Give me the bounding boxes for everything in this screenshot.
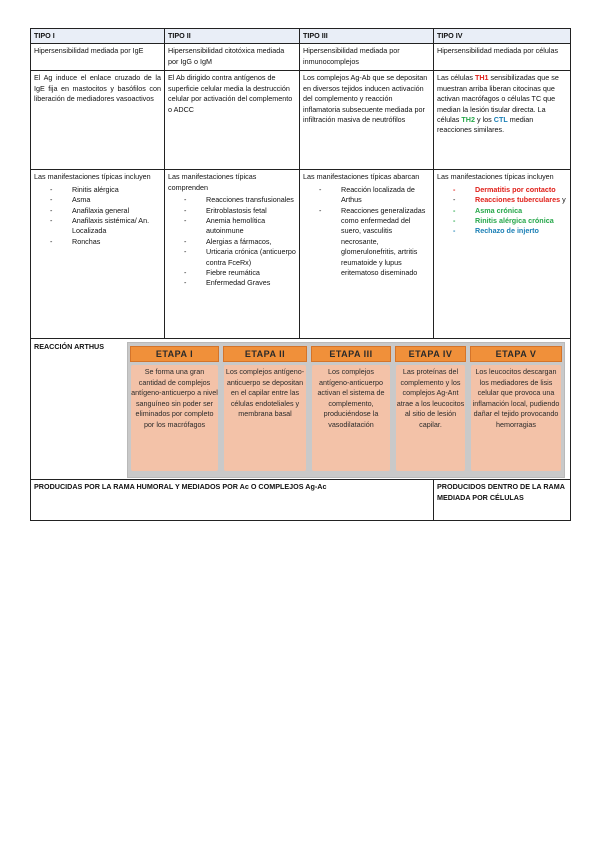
list-item: - Reacción localizada de Arthus <box>319 185 430 206</box>
list-item: - Anafilaxis sistémica/ An. Localizada <box>50 216 161 237</box>
manifestations-intro: Las manifestaciones típicas abarcan <box>303 172 420 182</box>
stage-title: ETAPA I <box>130 346 219 362</box>
manifestations-list <box>303 185 430 279</box>
stage-2 <box>221 343 309 477</box>
footer-humoral: PRODUCIDAS POR LA RAMA HUMORAL Y MEDIADOS POR Ac O COMPLEJOS Ag-Ac <box>31 480 434 521</box>
stage-text: Los complejos antígeno-anticuerpo activan el sistema de complemento, produciéndose la vasodilatación <box>312 365 390 471</box>
list-item: - Asma <box>50 195 161 205</box>
stage-text: Las proteínas del complemento y los complejos Ag-Ant atrae a los leucocitos al sitio de lesión capilar. <box>396 365 465 471</box>
mechanism-tipo-4 <box>434 71 571 170</box>
stage-5 <box>468 343 564 477</box>
manifestations-tipo-4 <box>434 170 571 339</box>
list-item: - Rechazo de injerto <box>453 226 567 236</box>
stage-text: Los leucocitos descargan los mediadores de lisis celular que provoca una inflamación local, pudiendo dañar el tejido provocando hemorragias <box>471 365 561 471</box>
list-item-conjunction: y <box>562 195 566 205</box>
ctl-label: CTL <box>493 115 508 125</box>
stage-text: Se forma una gran cantidad de complejos antígeno-anticuerpo a nivel sanguíneo sin poder ser eliminados por completo por los macrófagos <box>131 365 218 471</box>
hypersensitivity-table <box>30 28 571 521</box>
arthus-row <box>31 339 571 480</box>
mechanism-tipo-1: El Ag induce el enlace cruzado de la IgE fija en mastocitos y basófilos con liberación de mediadores vasoactivos <box>31 71 165 170</box>
list-item <box>453 195 567 205</box>
manifestations-intro: Las manifestaciones típicas incluyen <box>437 172 554 182</box>
list-item: - Rinitis alérgica <box>50 185 161 195</box>
list-item: - Dermatitis por contacto <box>453 185 567 195</box>
list-item: - Alergias a fármacos, <box>184 237 296 247</box>
document-page <box>30 28 570 521</box>
manifestations-list <box>168 195 296 289</box>
list-item: - Anafilaxia general <box>50 206 161 216</box>
definition-tipo-4: Hipersensibilidad mediada por células <box>434 44 571 71</box>
list-item: - Ronchas <box>50 237 161 247</box>
list-item: - Eritroblastosis fetal <box>184 206 296 216</box>
manifestations-row <box>31 170 571 339</box>
mechanism-tipo-2: El Ab dirigido contra antígenos de superficie celular media la destrucción celular por activación del complemento o ADCC <box>165 71 300 170</box>
manifestations-tipo-2 <box>165 170 300 339</box>
list-item: - Urticaria crónica (anticuerpo contra FceRx) <box>184 247 296 268</box>
header-row <box>31 29 571 44</box>
definition-tipo-3: Hipersensibilidad mediada por inmunocomplejos <box>300 44 434 71</box>
mechanism-text: sensibilizadas que se muestran arriba liberan citocinas que activan macrófagos o células TC que median la lesión tisular directa. La células <box>437 73 559 125</box>
list-item-text: Reacciones tuberculares <box>475 195 561 205</box>
list-item: - Enfermedad Graves <box>184 278 296 288</box>
stage-3 <box>309 343 393 477</box>
stage-4 <box>393 343 468 477</box>
stage-1 <box>128 343 221 477</box>
stage-title: ETAPA II <box>223 346 307 362</box>
manifestations-tipo-3 <box>300 170 434 339</box>
th1-label: TH1 <box>474 73 489 83</box>
stage-text: Los complejos antígeno-anticuerpo se depositan en el capilar entre las células endoteliales y membrana basal <box>224 365 306 471</box>
header-tipo-3: TIPO III <box>300 29 434 44</box>
list-item: - Asma crónica <box>453 206 567 216</box>
list-item: - Reacciones transfusionales <box>184 195 296 205</box>
manifestations-tipo-1 <box>31 170 165 339</box>
manifestations-intro: Las manifestaciones típicas incluyen <box>34 172 151 182</box>
manifestations-intro: Las manifestaciones típicas comprenden <box>168 172 257 192</box>
manifestations-list <box>437 185 567 237</box>
definition-tipo-1: Hipersensibilidad mediada por IgE <box>31 44 165 71</box>
footer-row <box>31 480 571 521</box>
stage-title: ETAPA III <box>311 346 391 362</box>
mechanism-text: y los <box>474 115 494 125</box>
stage-title: ETAPA V <box>470 346 562 362</box>
mechanism-row <box>31 71 571 170</box>
arthus-cell <box>31 339 571 480</box>
stage-title: ETAPA IV <box>395 346 466 362</box>
list-item: - Rinitis alérgica crónica <box>453 216 567 226</box>
mechanism-text: Las células <box>437 73 475 83</box>
mechanism-text: median reacciones similares. <box>437 115 534 135</box>
list-item: - Reacciones generalizadas como enfermedad del suero, vasculitis necrosante, glomerulonefritis, artritis reumatoide y lupus eritematoso diseminado <box>319 206 430 279</box>
arthus-label: REACCIÓN ARTHUS <box>34 342 105 352</box>
th2-label: TH2 <box>461 115 475 125</box>
mechanism-tipo-3: Los complejos Ag-Ab que se depositan en diversos tejidos inducen activación del complemento y reacción inflamatoria subsecuente mediada por infiltración masiva de neutrófilos <box>300 71 434 170</box>
header-tipo-4: TIPO IV <box>434 29 571 44</box>
footer-cellular: PRODUCIDOS DENTRO DE LA RAMA MEDIADA POR CÉLULAS <box>434 480 571 521</box>
header-tipo-2: TIPO II <box>165 29 300 44</box>
arthus-stages-diagram <box>127 342 565 478</box>
list-item: - Fiebre reumática <box>184 268 296 278</box>
list-item: - Anemia hemolítica autoinmune <box>184 216 296 237</box>
manifestations-list <box>34 185 161 247</box>
definition-row <box>31 44 571 71</box>
header-tipo-1: TIPO I <box>31 29 165 44</box>
definition-tipo-2: Hipersensibilidad citotóxica mediada por IgG o IgM <box>165 44 300 71</box>
